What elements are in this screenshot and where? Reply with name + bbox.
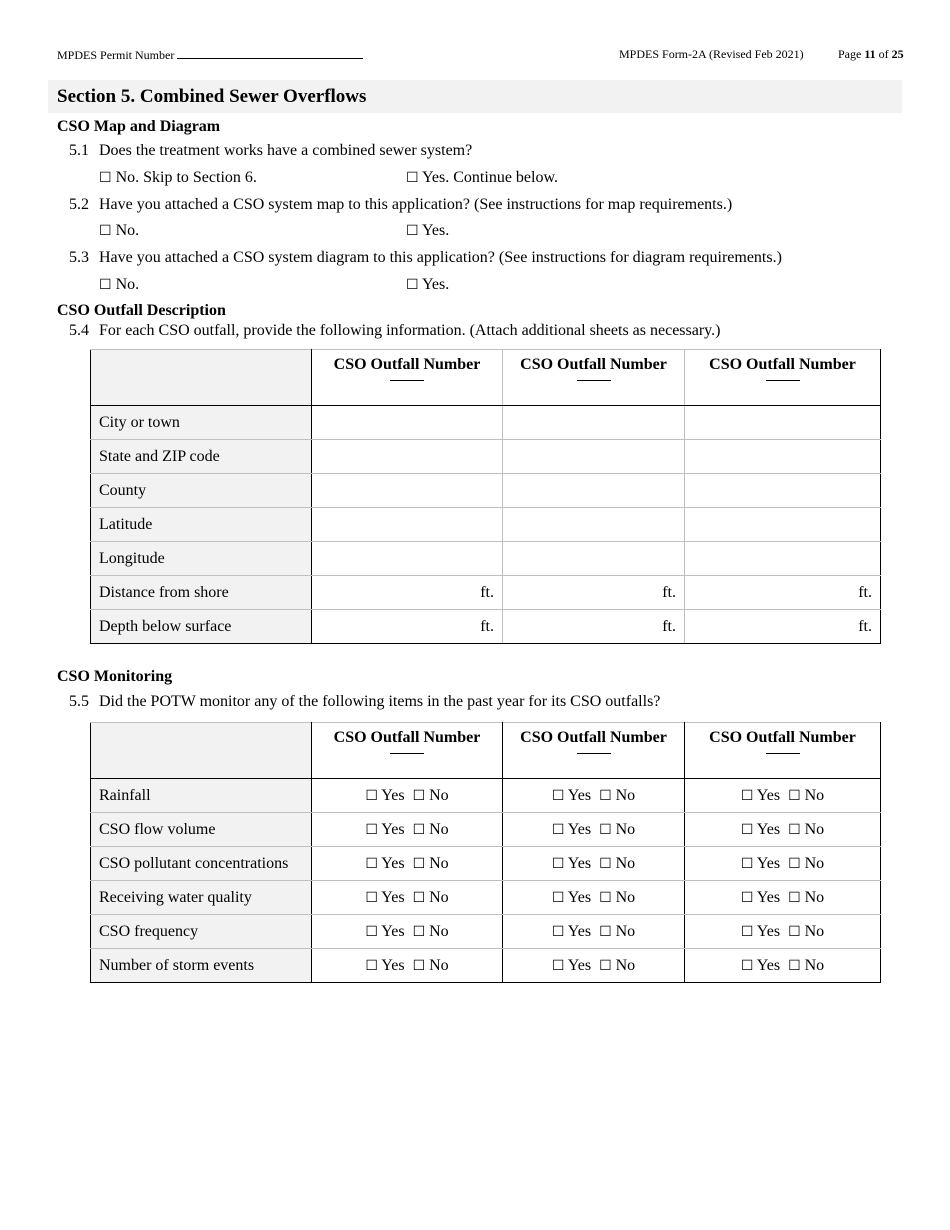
outfall-description-table [90, 349, 881, 644]
row-label: Longitude [91, 542, 312, 576]
question-5-5 [69, 693, 660, 711]
checkbox-icon[interactable]: ☐ [365, 923, 378, 940]
checkbox-icon[interactable]: ☐ [788, 821, 801, 838]
option-label: Yes [381, 922, 405, 940]
q51-no-option[interactable] [99, 169, 257, 187]
option-label: Yes [567, 956, 592, 974]
yes-option[interactable] [552, 957, 591, 975]
checkbox-icon[interactable]: ☐ [788, 957, 801, 974]
yes-no-cell [503, 779, 685, 813]
depth-input[interactable]: ft. [685, 610, 881, 644]
monitoring-table [90, 722, 881, 983]
longitude-input[interactable] [312, 542, 503, 576]
checkbox-icon[interactable]: ☐ [740, 787, 754, 804]
county-input[interactable] [503, 474, 685, 508]
row-label: CSO pollutant concentrations [91, 847, 312, 881]
page-prefix: Page [838, 47, 862, 61]
outfall-number-input[interactable] [577, 380, 611, 381]
table-header-row [91, 350, 881, 406]
table-row [91, 576, 881, 610]
checkbox-icon[interactable]: ☐ [551, 855, 565, 872]
option-label: Yes [567, 922, 592, 940]
option-label: Yes [381, 888, 405, 906]
yes-no-cell [503, 813, 685, 847]
q51-yes-option[interactable] [406, 169, 558, 187]
question-text: Does the treatment works have a combined sewer system? [99, 142, 473, 159]
yes-no-cell [503, 949, 685, 983]
checkbox-icon[interactable]: ☐ [365, 821, 378, 838]
yes-no-cell [503, 915, 685, 949]
table-row [91, 881, 881, 915]
checkbox-icon[interactable]: ☐ [406, 170, 419, 186]
question-text: For each CSO outfall, provide the following information. (Attach additional sheets as necessary.) [99, 322, 721, 339]
checkbox-icon[interactable]: ☐ [740, 957, 754, 974]
option-label: Yes. [421, 276, 450, 293]
section-bar [48, 80, 902, 113]
county-input[interactable] [685, 474, 881, 508]
distance-input[interactable]: ft. [312, 576, 503, 610]
row-label: CSO flow volume [91, 813, 312, 847]
yes-no-cell [312, 881, 503, 915]
yes-option[interactable] [741, 889, 780, 907]
yes-option[interactable] [365, 923, 404, 941]
table-row [91, 508, 881, 542]
q53-yes-option[interactable] [406, 276, 449, 294]
table-row [91, 813, 881, 847]
option-label: No [804, 888, 825, 906]
city-input[interactable] [503, 406, 685, 440]
option-label: No [615, 956, 636, 974]
no-option[interactable] [413, 855, 449, 873]
option-label: Yes [381, 956, 405, 974]
yes-no-cell [312, 779, 503, 813]
no-option[interactable] [788, 855, 824, 873]
longitude-input[interactable] [685, 542, 881, 576]
outfall-number-header [312, 350, 503, 406]
permit-number-input[interactable] [177, 47, 363, 59]
row-label: Depth below surface [91, 610, 312, 644]
checkbox-icon[interactable]: ☐ [412, 957, 426, 974]
monitoring-heading: CSO Monitoring [57, 668, 173, 685]
table-row [91, 440, 881, 474]
checkbox-icon[interactable]: ☐ [365, 787, 378, 804]
checkbox-icon[interactable]: ☐ [551, 923, 565, 940]
map-diagram-heading: CSO Map and Diagram [57, 118, 221, 135]
option-label: No. Skip to Section 6. [115, 169, 257, 186]
latitude-input[interactable] [503, 508, 685, 542]
option-label: No [615, 854, 636, 872]
checkbox-icon[interactable]: ☐ [412, 923, 426, 940]
distance-input[interactable]: ft. [685, 576, 881, 610]
page-number: 11 [864, 47, 876, 61]
checkbox-icon[interactable]: ☐ [406, 223, 419, 239]
checkbox-icon[interactable]: ☐ [740, 889, 754, 906]
table-row [91, 474, 881, 508]
option-label: Yes [567, 888, 592, 906]
option-label: Yes [756, 786, 781, 804]
outfall-number-header [503, 723, 685, 779]
no-option[interactable] [413, 957, 449, 975]
checkbox-icon[interactable]: ☐ [788, 889, 801, 906]
checkbox-icon[interactable]: ☐ [365, 855, 378, 872]
checkbox-icon[interactable]: ☐ [412, 821, 426, 838]
yes-option[interactable] [365, 889, 404, 907]
permit-number-field [57, 47, 363, 63]
option-label: No [429, 820, 449, 838]
section-title: Section 5. Combined Sewer Overflows [57, 86, 367, 107]
row-label: State and ZIP code [91, 440, 312, 474]
outfall-description-heading: CSO Outfall Description [57, 302, 226, 319]
outfall-number-input[interactable] [766, 380, 800, 381]
option-label: Yes [756, 888, 781, 906]
option-label: Yes [567, 820, 592, 838]
permit-number-label: MPDES Permit Number [57, 48, 175, 62]
no-option[interactable] [413, 821, 449, 839]
question-text: Did the POTW monitor any of the following items in the past year for its CSO outfalls? [99, 693, 661, 710]
latitude-input[interactable] [312, 508, 503, 542]
yes-option[interactable] [552, 855, 591, 873]
table-corner [91, 350, 312, 406]
row-label: Latitude [91, 508, 312, 542]
option-label: No [429, 922, 449, 940]
question-number: 5.4 [69, 322, 89, 339]
outfall-number-input[interactable] [577, 753, 611, 754]
option-label: No [429, 888, 449, 906]
option-label: No [615, 820, 636, 838]
table-row [91, 542, 881, 576]
option-label: Yes [381, 786, 405, 804]
table-row [91, 406, 881, 440]
outfall-number-header [312, 723, 503, 779]
yes-no-cell [312, 915, 503, 949]
no-option[interactable] [599, 787, 635, 805]
row-label: Number of storm events [91, 949, 312, 983]
option-label: Yes [756, 820, 781, 838]
no-option[interactable] [788, 957, 824, 975]
question-5-1 [69, 142, 472, 160]
yes-no-cell [503, 847, 685, 881]
question-text: Have you attached a CSO system map to this application? (See instructions for map requirements.) [99, 196, 733, 213]
checkbox-icon[interactable]: ☐ [740, 821, 754, 838]
option-label: Yes [567, 854, 592, 872]
no-option[interactable] [599, 821, 635, 839]
yes-no-cell [685, 813, 881, 847]
question-text: Have you attached a CSO system diagram to this application? (See instructions for diagram requirements.) [99, 249, 782, 266]
q53-no-option[interactable] [99, 276, 139, 294]
no-option[interactable] [788, 889, 824, 907]
option-label: Yes. Continue below. [421, 169, 558, 186]
checkbox-icon[interactable]: ☐ [99, 277, 112, 293]
checkbox-icon[interactable]: ☐ [412, 787, 426, 804]
column-header-label: CSO Outfall Number [333, 356, 481, 373]
checkbox-icon[interactable]: ☐ [406, 277, 419, 293]
checkbox-icon[interactable]: ☐ [551, 889, 565, 906]
yes-option[interactable] [741, 787, 780, 805]
no-option[interactable] [599, 855, 635, 873]
option-label: Yes [756, 854, 781, 872]
option-label: No [615, 786, 636, 804]
no-option[interactable] [599, 923, 635, 941]
yes-no-cell [685, 915, 881, 949]
option-label: No [615, 922, 636, 940]
yes-no-cell [312, 847, 503, 881]
checkbox-icon[interactable]: ☐ [740, 923, 754, 940]
option-label: Yes [756, 922, 781, 940]
option-label: No [804, 786, 825, 804]
question-5-2 [69, 196, 732, 214]
yes-no-cell [503, 881, 685, 915]
option-label: No [804, 854, 825, 872]
page-total: 25 [891, 47, 904, 61]
depth-input[interactable]: ft. [503, 610, 685, 644]
checkbox-icon[interactable]: ☐ [365, 889, 378, 906]
column-header-label: CSO Outfall Number [520, 356, 667, 373]
outfall-number-header [685, 350, 881, 406]
checkbox-icon[interactable]: ☐ [788, 787, 801, 804]
option-label: No. [115, 276, 140, 293]
row-label: Rainfall [91, 779, 312, 813]
table-row [91, 779, 881, 813]
yes-no-cell [312, 813, 503, 847]
option-label: No [429, 786, 449, 804]
yes-no-cell [312, 949, 503, 983]
no-option[interactable] [788, 787, 824, 805]
no-option[interactable] [413, 889, 449, 907]
question-number: 5.1 [69, 142, 89, 159]
yes-option[interactable] [741, 957, 780, 975]
option-label: No. [115, 222, 140, 239]
row-label: County [91, 474, 312, 508]
state-zip-input[interactable] [312, 440, 503, 474]
option-label: Yes [567, 786, 592, 804]
table-header-row [91, 723, 881, 779]
checkbox-icon[interactable]: ☐ [551, 787, 565, 804]
checkbox-icon[interactable]: ☐ [412, 855, 426, 872]
option-label: No [804, 922, 825, 940]
state-zip-input[interactable] [685, 440, 881, 474]
option-label: No [429, 854, 449, 872]
yes-no-cell [685, 847, 881, 881]
question-5-4 [69, 322, 720, 340]
row-label: Distance from shore [91, 576, 312, 610]
yes-option[interactable] [552, 787, 591, 805]
checkbox-icon[interactable]: ☐ [599, 923, 612, 940]
yes-option[interactable] [365, 957, 404, 975]
depth-input[interactable]: ft. [312, 610, 503, 644]
table-row [91, 610, 881, 644]
no-option[interactable] [599, 889, 635, 907]
checkbox-icon[interactable]: ☐ [599, 821, 612, 838]
yes-option[interactable] [552, 821, 591, 839]
checkbox-icon[interactable]: ☐ [788, 855, 801, 872]
checkbox-icon[interactable]: ☐ [599, 957, 612, 974]
question-number: 5.3 [69, 249, 89, 266]
option-label: No [804, 956, 825, 974]
no-option[interactable] [788, 821, 824, 839]
option-label: Yes [381, 854, 405, 872]
row-label: City or town [91, 406, 312, 440]
row-label: Receiving water quality [91, 881, 312, 915]
checkbox-icon[interactable]: ☐ [599, 889, 612, 906]
option-label: Yes [381, 820, 405, 838]
question-number: 5.5 [69, 693, 89, 710]
no-option[interactable] [599, 957, 635, 975]
yes-no-cell [685, 881, 881, 915]
no-option[interactable] [413, 787, 449, 805]
table-row [91, 949, 881, 983]
checkbox-icon[interactable]: ☐ [412, 889, 426, 906]
longitude-input[interactable] [503, 542, 685, 576]
checkbox-icon[interactable]: ☐ [365, 957, 378, 974]
state-zip-input[interactable] [503, 440, 685, 474]
question-number: 5.2 [69, 196, 89, 213]
column-header-label: CSO Outfall Number [709, 356, 856, 373]
option-label: No [804, 820, 825, 838]
checkbox-icon[interactable]: ☐ [599, 787, 612, 804]
table-corner [91, 723, 312, 779]
city-input[interactable] [685, 406, 881, 440]
outfall-number-input[interactable] [390, 753, 424, 754]
column-header-label: CSO Outfall Number [333, 729, 481, 746]
county-input[interactable] [312, 474, 503, 508]
column-header-label: CSO Outfall Number [709, 729, 856, 746]
q52-yes-option[interactable] [406, 222, 449, 240]
form-id: MPDES Form-2A (Revised Feb 2021) [619, 47, 804, 61]
yes-no-cell [685, 949, 881, 983]
question-5-3 [69, 249, 782, 267]
yes-option[interactable] [552, 889, 591, 907]
page-of: of [878, 47, 889, 61]
outfall-number-input[interactable] [390, 380, 424, 381]
yes-option[interactable] [365, 821, 404, 839]
no-option[interactable] [413, 923, 449, 941]
option-label: Yes. [421, 222, 450, 239]
outfall-number-input[interactable] [766, 753, 800, 754]
checkbox-icon[interactable]: ☐ [788, 923, 801, 940]
yes-no-cell [685, 779, 881, 813]
yes-option[interactable] [552, 923, 591, 941]
option-label: Yes [756, 956, 781, 974]
checkbox-icon[interactable]: ☐ [551, 957, 565, 974]
option-label: No [429, 956, 449, 974]
table-row [91, 847, 881, 881]
page-indicator [838, 47, 904, 62]
yes-option[interactable] [741, 821, 780, 839]
checkbox-icon[interactable]: ☐ [599, 855, 612, 872]
distance-input[interactable]: ft. [503, 576, 685, 610]
outfall-number-header [685, 723, 881, 779]
row-label: CSO frequency [91, 915, 312, 949]
checkbox-icon[interactable]: ☐ [99, 170, 112, 186]
column-header-label: CSO Outfall Number [520, 729, 667, 746]
q52-no-option[interactable] [99, 222, 139, 240]
city-input[interactable] [312, 406, 503, 440]
no-option[interactable] [788, 923, 824, 941]
yes-option[interactable] [365, 855, 404, 873]
option-label: No [615, 888, 636, 906]
checkbox-icon[interactable]: ☐ [99, 223, 112, 239]
checkbox-icon[interactable]: ☐ [551, 821, 565, 838]
latitude-input[interactable] [685, 508, 881, 542]
yes-option[interactable] [365, 787, 404, 805]
yes-option[interactable] [741, 923, 780, 941]
checkbox-icon[interactable]: ☐ [740, 855, 754, 872]
outfall-number-header [503, 350, 685, 406]
yes-option[interactable] [741, 855, 780, 873]
table-row [91, 915, 881, 949]
